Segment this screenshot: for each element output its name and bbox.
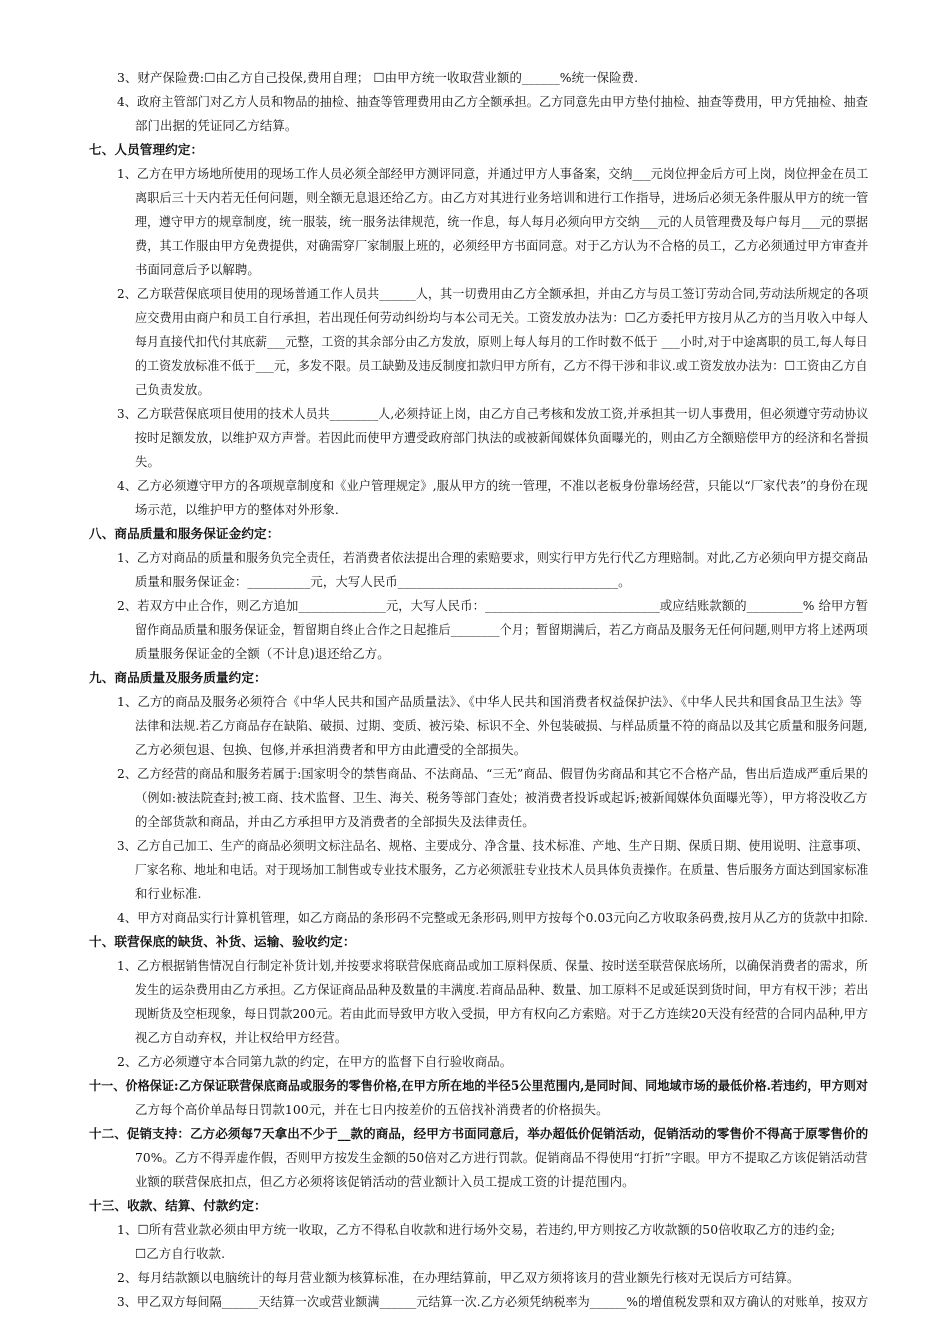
text-line: 理，遵守甲方的规章制度，统一服装，统一服务法律规范，统一作息，每人每月必须向甲方交纳___元的人员管理费及每户每月___元的票据 xyxy=(135,214,869,229)
text-line: （例如:被法院查封;被工商、技术监督、卫生、海关、税务等部门查处；被消费者投诉或起诉;被新闻媒体负面曝光等），甲方将没收乙方 xyxy=(135,790,868,805)
text-line: 费，其工作服由甲方免费提供，对确需穿厂家制服上班的，必须经甲方书面同意。对于乙方认为不合格的员工，乙方必须通过甲方审查并 xyxy=(135,238,869,253)
text-line: 应交费用由商户和员工自行承担，若出现任何劳动纠纷均与本公司无关。工资发放办法为：☐乙方委托甲方按月从乙方的当月收入中每人 xyxy=(135,310,869,325)
text-line: 乙方每个高价单品每日罚款100元，并在七日内按差价的五倍找补消费者的价格损失。 xyxy=(135,1102,609,1117)
text-line: 1、乙方根据销售情况自行制定补货计划,并按要求将联营保底商品或加工原料保质、保量、按时送至联营保底场所，以确保消费者的需求，所 xyxy=(117,958,868,973)
text-line: 发生的运杂费用由乙方承担。乙方保证商品品种及数量的丰满度.若商品品种、数量、加工原料不足或延误到货时间，甲方有权干涉；若出 xyxy=(135,982,869,997)
text-line: 4、乙方必须遵守甲方的各项规章制度和《业户管理规定》,服从甲方的统一管理，不准以老板身份靠场经营，只能以“厂家代表”的身份在现 xyxy=(117,478,868,493)
text-line: 视乙方自动弃权，并让权给甲方经营。 xyxy=(135,1030,348,1045)
text-line: ☐乙方自行收款. xyxy=(135,1246,226,1261)
text-line: 1、乙方对商品的质量和服务负完全责任，若消费者依法提出合理的索赔要求，则实行甲方先行代乙方理赔制。对此,乙方必须向甲方提交商品 xyxy=(117,550,868,565)
section-heading: 十二、促销支持：乙方必须每7天拿出不少于__款的商品，经甲方书面同意后，举办超低价促销活动，促销活动的零售价不得高于原零售价的 xyxy=(89,1126,869,1141)
text-line: 的工资发放标准不低于___元，多发不限。员工缺勤及违反制度扣款归甲方所有，乙方不得干涉和非议.或工资发放办法为：☐工资由乙方自 xyxy=(135,358,868,373)
section-heading: 九、商品质量及服务质量约定： xyxy=(89,670,267,685)
text-line: 离职后三十天内若无任何问题，则全额无息退还给乙方。由乙方对其进行业务培训和进行工作指导，进场后必须无条件服从甲方的统一管 xyxy=(135,190,869,205)
text-line: 书面同意后予以解聘。 xyxy=(135,262,260,277)
text-line: 1、乙方在甲方场地所使用的现场工作人员必须全部经甲方测评同意，并通过甲方人事备案，交纳___元岗位押金后方可上岗，岗位押金在员工 xyxy=(117,166,869,181)
section-heading: 十一、价格保证:乙方保证联营保底商品或服务的零售价格,在甲方所在地的半径5公里范围内,是同时间、同地域市场的最低价格.若违约，甲方则对 xyxy=(89,1078,869,1093)
text-line: 2、乙方联营保底项目使用的现场普通工作人员共______人，其一切费用由乙方全额承担，并由乙方与员工签订劳动合同,劳动法所规定的各项 xyxy=(117,286,869,301)
text-line: 己负责发放。 xyxy=(135,382,210,397)
text-line: 业额的联营保底扣点，但乙方必须将该促销活动的营业额计入员工提成工资的计提范围内。 xyxy=(135,1174,635,1189)
text-line: 和行业标准. xyxy=(135,886,202,901)
text-line: 1、乙方的商品及服务必须符合《中华人民共和国产品质量法》、《中华人民共和国消费者权益保护法》、《中华人民共和国食品卫生法》等 xyxy=(117,694,863,709)
text-line: 按时足额发放，以维护双方声誉。若因此而使甲方遭受政府部门执法的或被新闻媒体负面曝光的，则由乙方全额赔偿甲方的经济和名誉损 xyxy=(135,430,869,445)
text-line: 失。 xyxy=(135,454,160,469)
text-line: 1、☐所有营业款必须由甲方统一收取，乙方不得私自收款和进行场外交易，若违约,甲方则按乙方收款额的50倍收取乙方的违约金; xyxy=(117,1222,835,1237)
text-line: 3、甲乙双方每间隔______天结算一次或营业额满______元结算一次.乙方必须凭纳税率为______%的增值税发票和双方确认的对账单，按双方 xyxy=(117,1294,869,1309)
text-line: 2、乙方经营的商品和服务若属于:国家明令的禁售商品、不法商品、“三无”商品、假冒伪劣商品和其它不合格产品，售出后造成严重后果的 xyxy=(117,766,869,781)
text-line: 的全部货款和商品，并由乙方承担甲方及消费者的全部损失及法律责任。 xyxy=(135,814,535,829)
text-line: 2、若双方中止合作，则乙方追加______________元，大写人民币：____________________________或应结账款额的_________% 给甲方暂 xyxy=(117,598,869,613)
text-line: 2、每月结款额以电脑统计的每月营业额为核算标准，在办理结算前，甲乙双方须将该月的营业额先行核对无误后方可结算。 xyxy=(117,1270,800,1285)
text-line: 4、政府主管部门对乙方人员和物品的抽检、抽查等管理费用由乙方全额承担。乙方同意先由甲方垫付抽检、抽查等费用，甲方凭抽检、抽查 xyxy=(117,94,868,109)
text-line: 3、乙方自己加工、生产的商品必须明文标注品名、规格、主要成分、净含量、技术标准、产地、生产日期、保质日期、使用说明、注意事项、 xyxy=(117,838,869,853)
text-line: 乙方必须包退、包换、包修,并承担消费者和甲方由此遭受的全部损失。 xyxy=(135,742,527,757)
text-line: 场示范，以维护甲方的整体对外形象. xyxy=(135,502,339,517)
text-line: 3、财产保险费:☐由乙方自己投保,费用自理； ☐由甲方统一收取营业额的______%统一保险费. xyxy=(117,70,639,85)
text-line: 2、乙方必须遵守本合同第九款的约定，在甲方的监督下自行验收商品。 xyxy=(117,1054,513,1069)
text-line: 4、甲方对商品实行计算机管理，如乙方商品的条形码不完整或无条形码,则甲方按每个0.03元向乙方收取条码费,按月从乙方的货款中扣除. xyxy=(117,910,869,925)
section-heading: 十三、收款、结算、付款约定： xyxy=(89,1198,267,1213)
text-line: 部门出据的凭证同乙方结算。 xyxy=(135,118,298,133)
text-line: 质量服务保证金的全额（不计息)退还给乙方。 xyxy=(135,646,390,661)
text-line: 质量和服务保证金：__________元，大写人民币___________________________________。 xyxy=(135,574,631,589)
text-line: 留作商品质量和服务保证金，暂留期自终止合作之日起推后________个月；暂留期满后，若乙方商品及服务无任何问题,则甲方将上述两项 xyxy=(135,622,868,637)
text-line: 每月直接代扣代付其底薪___元整，工资的其余部分由乙方发放，原则上每人每月的工作时数不低于 ___小时,对于中途离职的员工,每人每日 xyxy=(135,334,868,349)
text-line: 70%。乙方不得弄虚作假，否则甲方按发生金额的50倍对乙方进行罚款。促销商品不得使用“打折”字眼。甲方不提取乙方该促销活动营 xyxy=(135,1150,868,1165)
section-heading: 七、人员管理约定： xyxy=(89,142,204,157)
section-heading: 八、商品质量和服务保证金约定： xyxy=(89,526,280,541)
text-line: 现断货及空柜现象，每日罚款200元。若由此而导致甲方收入受损，甲方有权向乙方索赔。对于乙方连续20天没有经营的合同内品种,甲方 xyxy=(135,1006,868,1021)
text-line: 厂家名称、地址和电话。对于现场加工制售或专业技术服务，乙方必须派驻专业技术人员具体负责操作。在质量、售后服务方面达到国家标准 xyxy=(135,862,869,877)
text-line: 3、乙方联营保底项目使用的技术人员共________人,必须持证上岗，由乙方自己考核和发放工资,并承担其一切人事费用，但必须遵守劳动协议 xyxy=(117,406,869,421)
section-heading: 十、联营保底的缺货、补货、运输、验收约定： xyxy=(89,934,356,949)
text-line: 法律和法规.若乙方商品存在缺陷、破损、过期、变质、被污染、标识不全、外包装破损、与样品质量不符的商品以及其它质量和服务问题, xyxy=(135,718,868,733)
